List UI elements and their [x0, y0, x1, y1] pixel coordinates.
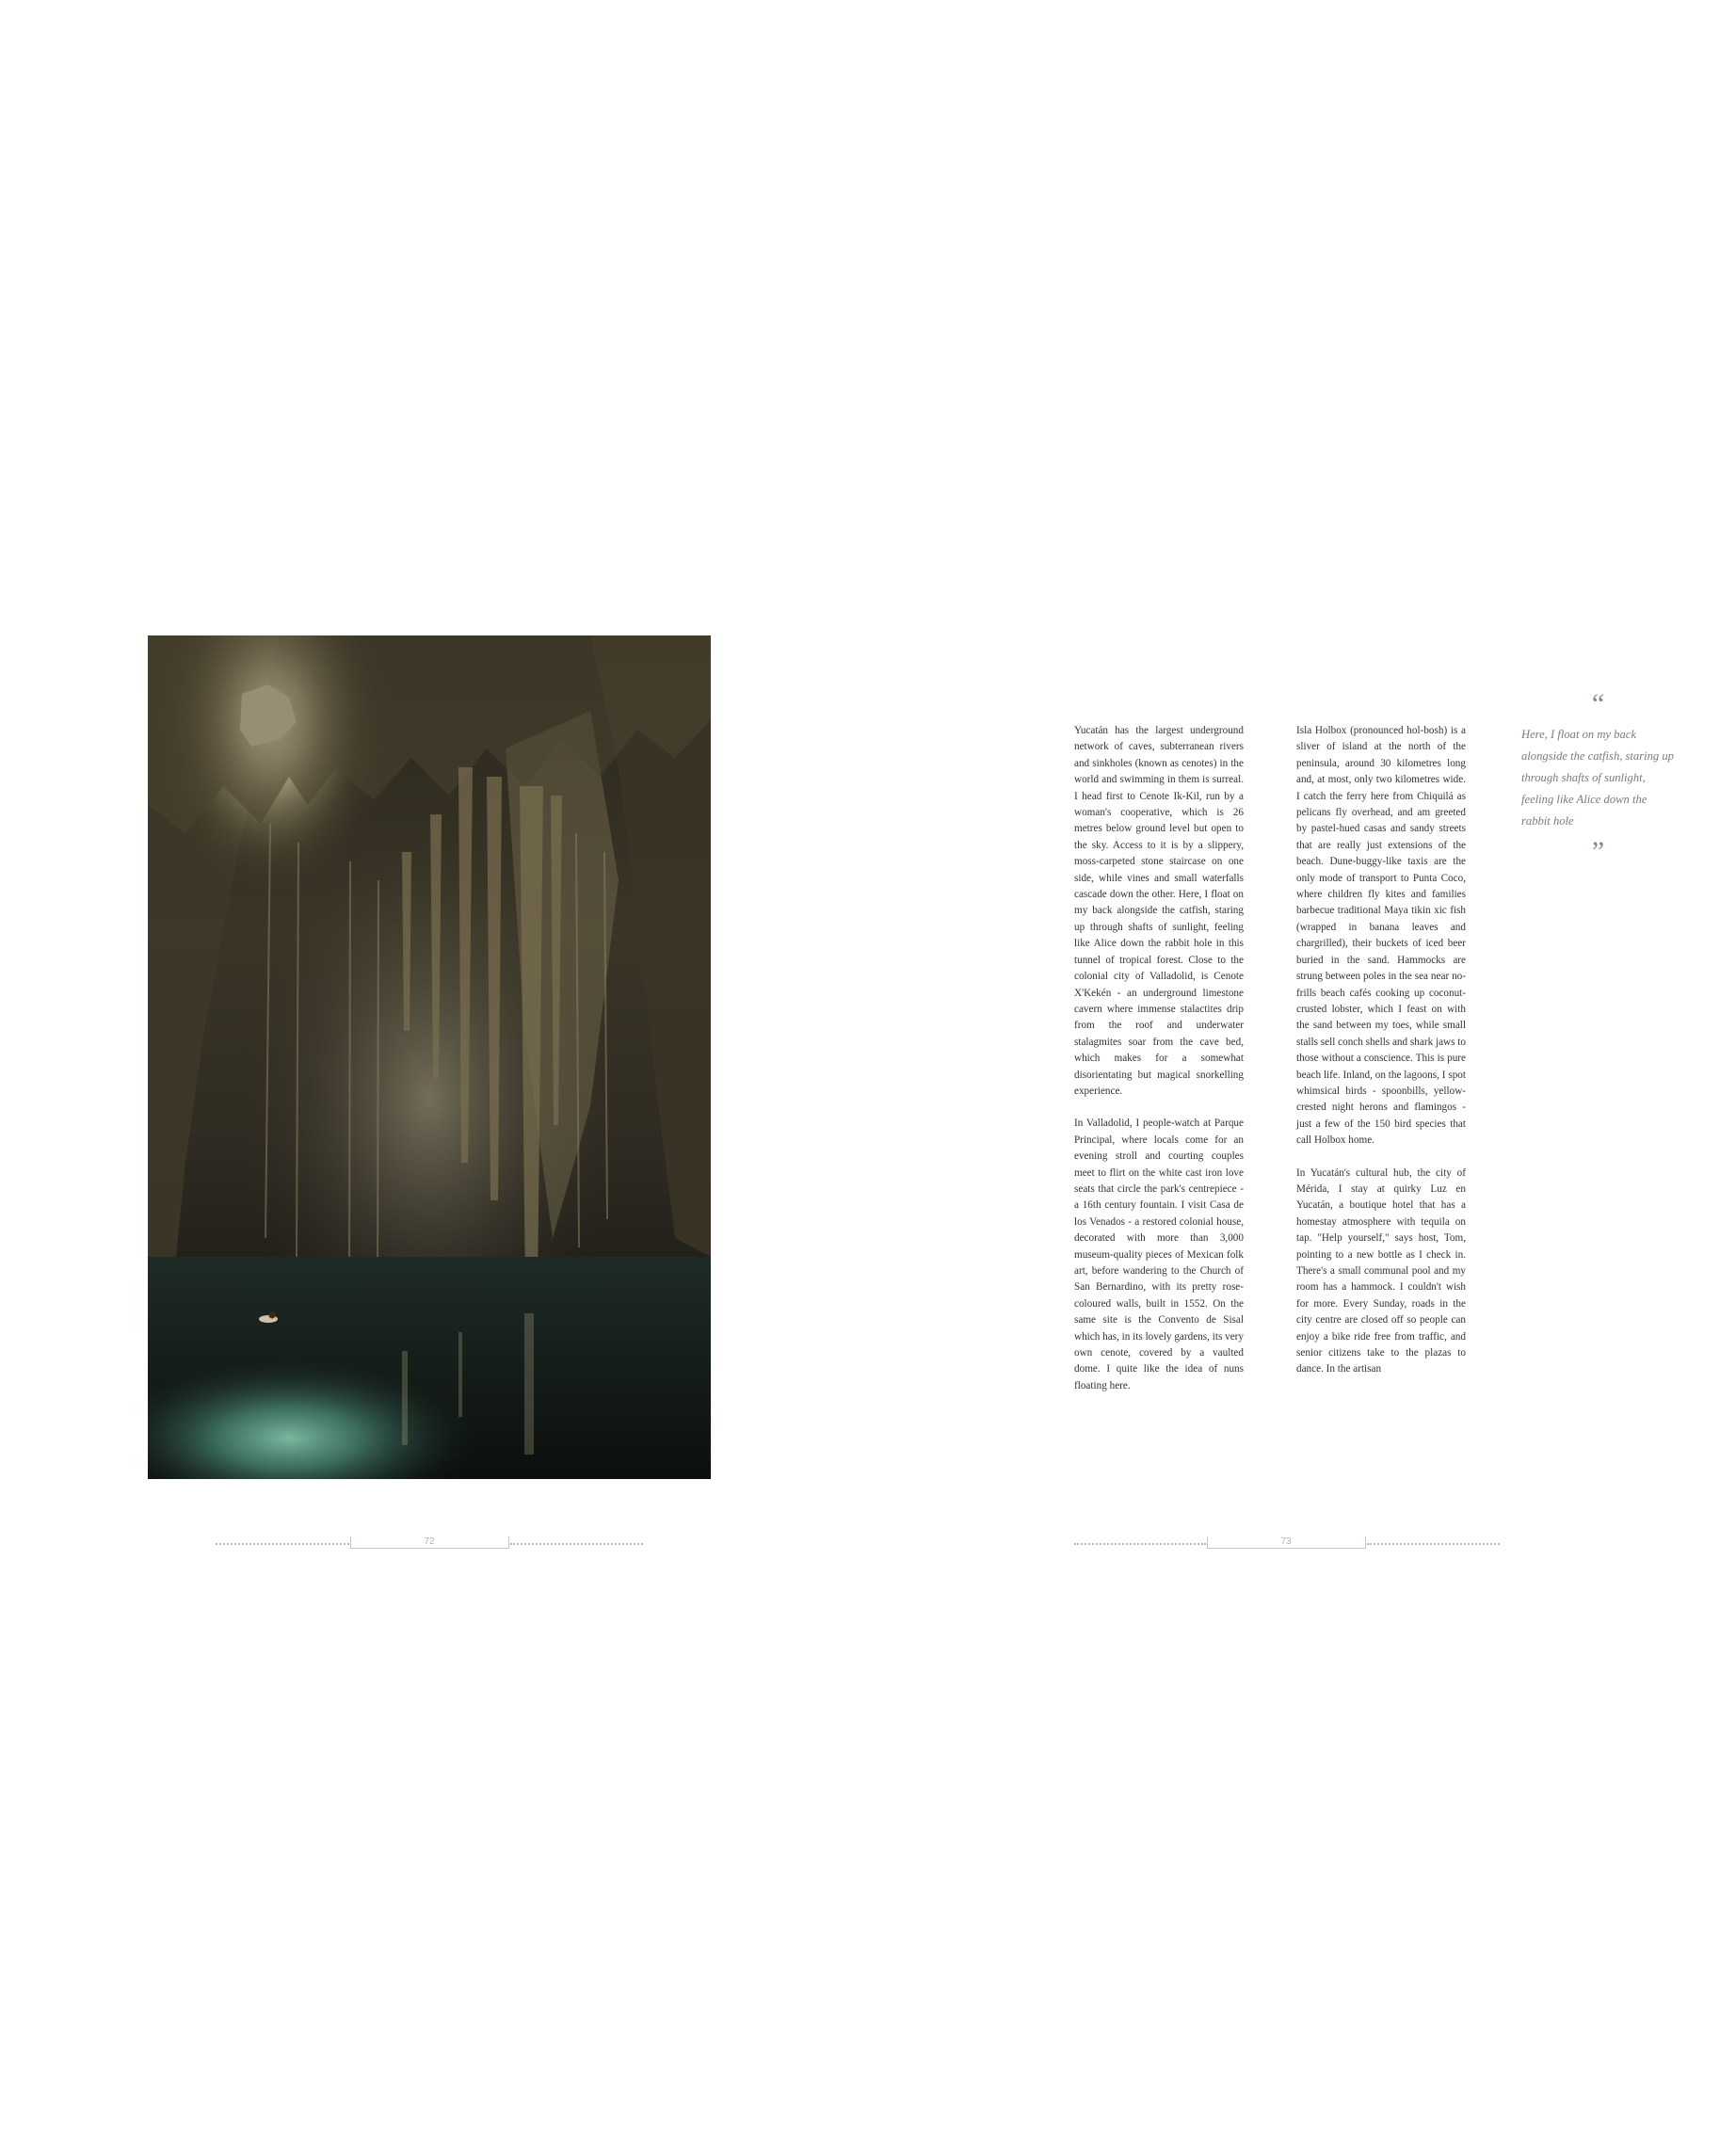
page-number-right: 73 [1280, 1536, 1292, 1547]
pull-quote-text: Here, I float on my back alongside the catfish, staring up through shafts of sunlight, feeling like Alice down the rabbit hole [1521, 728, 1674, 828]
right-page-folio [1074, 1536, 1500, 1552]
left-page-folio [216, 1536, 643, 1552]
folio-bracket-right [1365, 1536, 1366, 1549]
open-quote-mark: “ [1591, 688, 1604, 719]
article-column-2 [1296, 723, 1466, 1394]
article-paragraph: In Valladolid, I people-watch at Parque Principal, where locals come for an evening stroll and courting couples meet to flirt on the white cast iron love seats that circle the park's centrepiece - a 16th century fountain. I visit Casa de los Venados - a restored colonial house, decorated with more than 3,000 museum-quality pieces of Mexican folk art, before wandering to the Church of San Bernardino, with its pretty rose-coloured walls, built in 1552. On the same site is the Convento de Sisal which has, in its lovely gardens, its very own cenote, covered by a vaulted dome. I quite like the idea of nuns floating here. [1074, 1118, 1244, 1391]
folio-dotted-rule-right [1367, 1543, 1500, 1545]
folio-dotted-rule-right [510, 1543, 643, 1545]
article-paragraph: Isla Holbox (pronounced hol-bosh) is a sliver of island at the north of the peninsula, around 30 kilometres long and, at most, only two kilometres wide. I catch the ferry here from Chiquilá as pelicans fly overhead, and am greeted by pastel-hued casas and sandy streets that are really just extensions of the beach. Dune-buggy-like taxis are the only mode of transport to Punta Coco, where children fly kites and families barbecue traditional Maya tikin xic fish (wrapped in banana leaves and chargrilled), their buckets of iced beer buried in the sand. Hammocks are strung between poles in the sea near no-frills beach cafés cooking up coconut-crusted lobster, which I feast on with the sand between my toes, while small stalls sell conch shells and shark jaws to those without a conscience. This is pure beach life. Inland, on the lagoons, I spot whimsical birds - spoonbills, yellow-crested night herons and flamingos - just a few of the 150 bird species that call Holbox home. [1296, 725, 1466, 1147]
article-paragraph: In Yucatán's cultural hub, the city of Mérida, I stay at quirky Luz en Yucatán, a boutique hotel that has a homestay atmosphere with tequila on tap. "Help yourself," says host, Tom, pointing to a new bottle as I check in. There's a small communal pool and my room has a hammock. I couldn't wish for more. Every Sunday, roads in the city centre are closed off so people can enjoy a bike ride free from traffic, and senior citizens take to the plazas to dance. In the artisan [1296, 1166, 1466, 1375]
page-number-left: 72 [424, 1536, 435, 1547]
close-quote-mark: ” [1591, 836, 1604, 867]
cenote-photo-image [148, 635, 711, 1479]
folio-bracket-right [508, 1536, 509, 1549]
pull-quote [1518, 690, 1678, 866]
folio-dotted-rule-left [216, 1543, 349, 1545]
article-column-1 [1074, 723, 1244, 1410]
article-paragraph: Yucatán has the largest underground network of caves, subterranean rivers and sinkholes (known as cenotes) in the world and swimming in them is surreal. I head first to Cenote Ik-Kil, run by a woman's cooperative, which is 26 metres below ground level but open to the sky. Access to it is by a slippery, moss-carpeted stone staircase on one side, while vines and small waterfalls cascade down the other. Here, I float on my back alongside the catfish, staring up through shafts of sunlight, feeling like Alice down the rabbit hole in this tunnel of tropical forest. Close to the colonial city of Valladolid, is Cenote X'Kekén - an underground limestone cavern where immense stalactites drip from the roof and underwater stalagmites soar from the cave bed, which makes for a somewhat disorientating but magical snorkelling experience. [1074, 725, 1244, 1097]
cenote-photo [148, 635, 711, 1479]
folio-dotted-rule-left [1074, 1543, 1206, 1545]
